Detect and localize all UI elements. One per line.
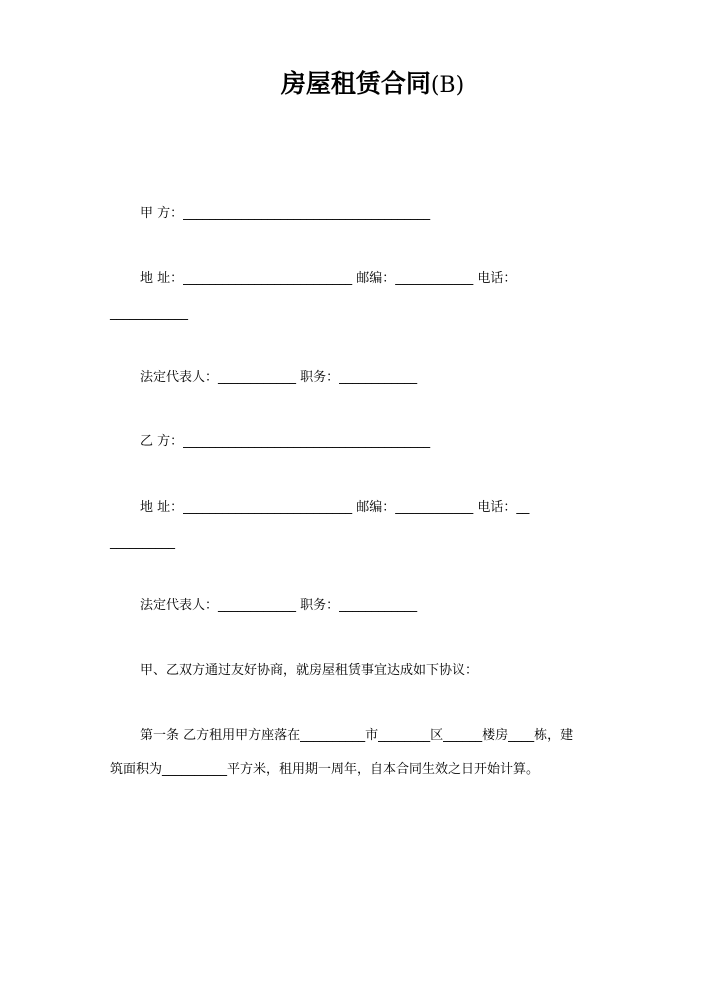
party-a-representative: 法定代表人：____________ 职务：____________ xyxy=(140,370,418,385)
party-a-name: 甲 方：______________________________________ xyxy=(140,206,431,221)
party-b-address: 地 址：__________________________ 邮编：____________ 电话：__ xyxy=(140,500,530,515)
party-b-address-cont: __________ xyxy=(110,535,175,550)
article-1-line-1: 第一条 乙方租用甲方座落在__________市________区______楼房____栋，建 xyxy=(140,728,574,743)
document-title xyxy=(0,64,725,100)
title-main: 房屋租赁合同 xyxy=(280,69,431,98)
party-b-representative: 法定代表人：____________ 职务：____________ xyxy=(140,598,418,613)
article-1-line-2: 筑面积为__________平方米，租用期一周年，自本合同生效之日开始计算。 xyxy=(110,762,540,777)
party-a-address: 地 址：__________________________ 邮编：____________ 电话： xyxy=(140,271,517,286)
title-suffix: (B) xyxy=(430,73,465,98)
party-b-name: 乙 方：______________________________________ xyxy=(140,434,431,449)
agreement-intro: 甲、乙双方通过友好协商，就房屋租赁事宜达成如下协议： xyxy=(140,663,479,678)
party-a-address-cont: ____________ xyxy=(110,306,188,321)
